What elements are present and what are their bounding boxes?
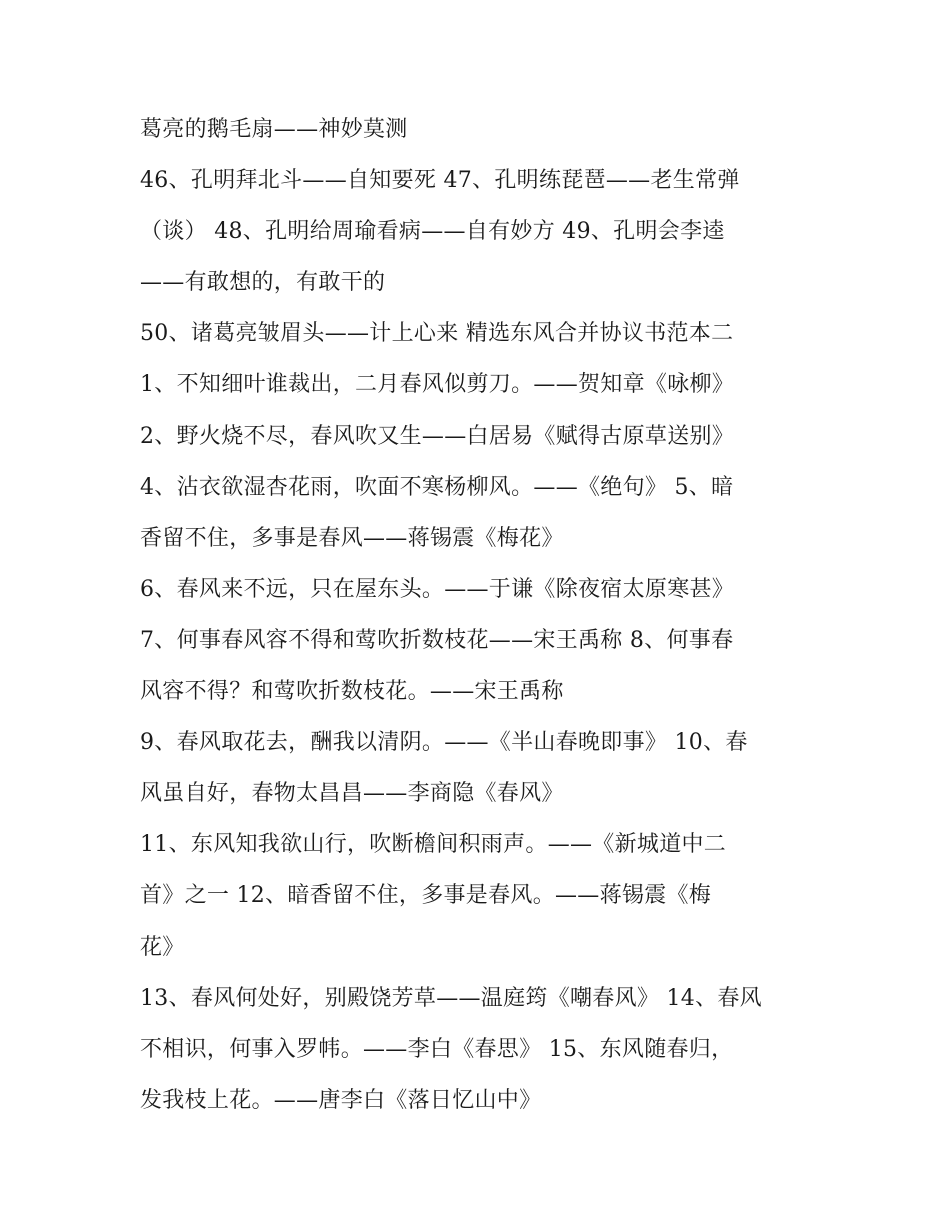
text-line: 风虽自好，春物太昌昌——李商隐《春风》 <box>140 781 564 807</box>
text-line: 1、不知细叶谁裁出，二月春风似剪刀。——贺知章《咏柳》 <box>140 372 735 398</box>
text-line: 11、东风知我欲山行，吹断檐间积雨声。——《新城道中二 <box>140 832 727 858</box>
text-line: 不相识，何事入罗帏。——李白《春思》 15、东风随春归， <box>140 1036 734 1062</box>
text-line: 香留不住，多事是春风——蒋锡震《梅花》 <box>140 525 564 551</box>
text-line: 50、诸葛亮皱眉头——计上心来 精选东风合并协议书范本二 <box>140 321 734 347</box>
document-body <box>140 104 840 1126</box>
text-line: 6、春风来不远，只在屋东头。——于谦《除夜宿太原寒甚》 <box>140 576 735 602</box>
text-line: 7、何事春风容不得和莺吹折数枝花——宋王禹称 8、何事春 <box>140 627 734 653</box>
text-line: 花》 <box>140 934 185 960</box>
text-line: 13、春风何处好，别殿饶芳草——温庭筠《嘲春风》 14、春风 <box>140 985 762 1011</box>
text-line: （谈） 48、孔明给周瑜看病——自有妙方 49、孔明会李逵 <box>140 219 725 245</box>
text-line: 4、沾衣欲湿杏花雨，吹面不寒杨柳风。——《绝句》 5、暗 <box>140 474 734 500</box>
text-line: 首》之一 12、暗香留不住，多事是春风。——蒋锡震《梅 <box>140 883 712 909</box>
text-line: 46、孔明拜北斗——自知要死 47、孔明练琵琶——老生常弹 <box>140 168 740 194</box>
text-line: 风容不得？和莺吹折数枝花。——宋王禹称 <box>140 679 564 705</box>
text-line: 2、野火烧不尽，春风吹又生——白居易《赋得古原草送别》 <box>140 423 735 449</box>
text-line: 9、春风取花去，酬我以清阴。——《半山春晚即事》 10、春 <box>140 730 748 756</box>
text-line: ——有敢想的，有敢干的 <box>140 270 386 296</box>
text-line: 葛亮的鹅毛扇——神妙莫测 <box>140 117 408 142</box>
text-line: 发我枝上花。——唐李白《落日忆山中》 <box>140 1087 542 1113</box>
